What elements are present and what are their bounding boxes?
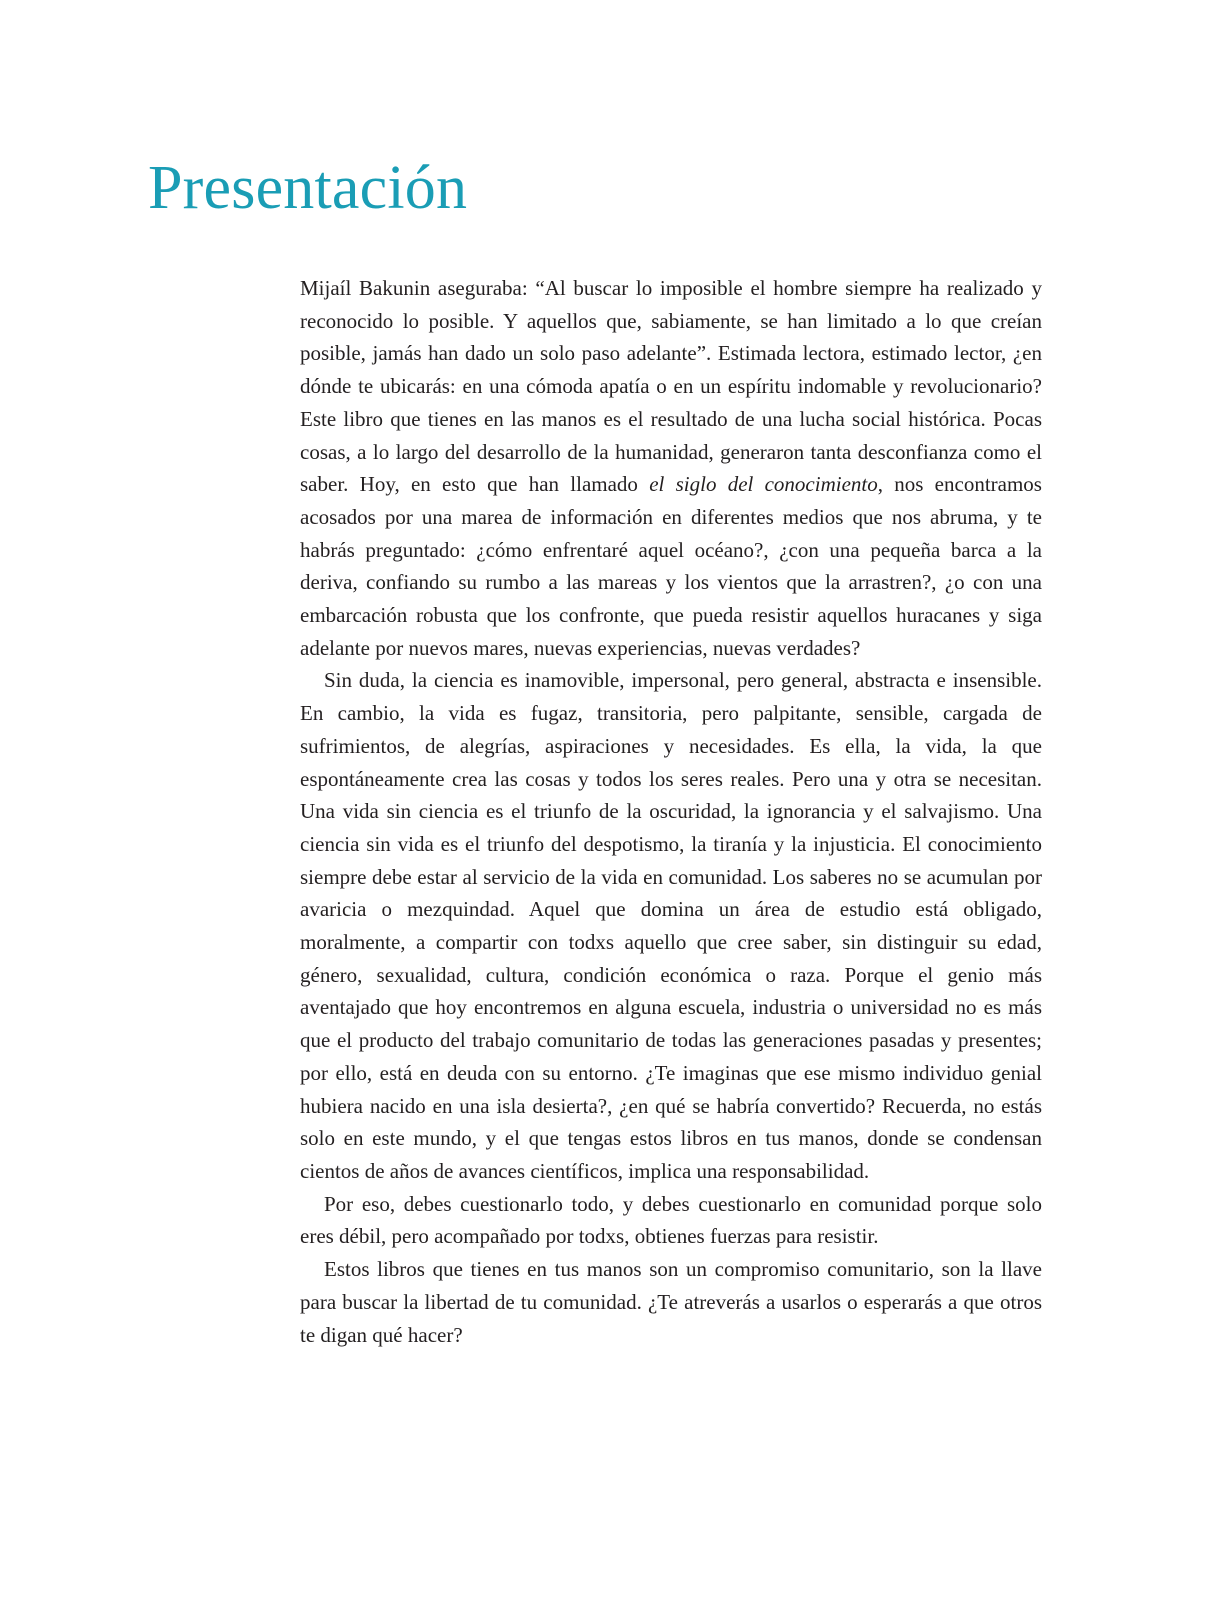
paragraph-1	[300, 272, 1042, 664]
paragraph-1-emphasis: el siglo del conocimiento	[649, 472, 878, 497]
body-text	[300, 272, 1042, 1351]
paragraph-1-text-end: , nos encontramos acosados por una marea de información en diferentes medios que nos abruma, y te habrás preguntado: ¿cómo enfrentaré aquel océano?, ¿con una pequeña barca a la deriva, confiando su rumbo a las mareas y los vientos que la arrastren?, ¿o con una embarcación robusta que los confronte, que pueda resistir aquellos huracanes y siga adelante por nuevos mares, nuevas experiencias, nuevas verdades?	[300, 472, 1042, 660]
paragraph-4: Estos libros que tienes en tus manos son un compromiso comunitario, son la llave para buscar la libertad de tu comunidad. ¿Te atreverás a usarlos o esperarás a que otros te digan qué hacer?	[300, 1257, 1042, 1347]
paragraph-2: Sin duda, la ciencia es inamovible, impersonal, pero general, abstracta e insensible. En cambio, la vida es fugaz, transitoria, pero palpitante, sensible, cargada de sufrimientos, de alegrías, aspiraciones y necesidades. Es ella, la vida, la que espontáneamente crea las cosas y todos los seres reales. Pero una y otra se necesitan. Una vida sin ciencia es el triunfo de la oscuridad, la ignorancia y el salvajismo. Una ciencia sin vida es el triunfo del despotismo, la tiranía y la injusticia. El conocimiento siempre debe estar al servicio de la vida en comunidad. Los saberes no se acumulan por avaricia o mezquindad. Aquel que domina un área de estudio está obligado, moralmente, a compartir con todxs aquello que cree saber, sin distinguir su edad, género, sexualidad, cultura, condición económica o raza. Porque el genio más aventajado que hoy encontremos en alguna escuela, industria o universidad no es más que el producto del trabajo comunitario de todas las generaciones pasadas y presentes; por ello, está en deuda con su entorno. ¿Te imaginas que ese mismo individuo genial hubiera nacido en una isla desierta?, ¿en qué se habría convertido? Recuerda, no estás solo en este mundo, y el que tengas estos libros en tus manos, donde se condensan cientos de años de avances científicos, implica una responsabilidad.	[300, 668, 1042, 1183]
paragraph-1-text-start: Mijaíl Bakunin aseguraba: “Al buscar lo imposible el hombre siempre ha realizado y reconocido lo posible. Y aquellos que, sabiamente, se han limitado a lo que creían posible, jamás han dado un solo paso adelante”. Estimada lectora, estimado lector, ¿en dónde te ubicarás: en una cómoda apatía o en un espíritu indomable y revolucionario? Este libro que tienes en las manos es el resultado de una lucha social histórica. Pocas cosas, a lo largo del desarrollo de la humanidad, generaron tanta desconfianza como el saber. Hoy, en esto que han llamado	[300, 276, 1042, 497]
page-title: Presentación	[148, 154, 468, 222]
paragraph-3: Por eso, debes cuestionarlo todo, y debes cuestionarlo en comunidad porque solo eres débil, pero acompañado por todxs, obtienes fuerzas para resistir.	[300, 1191, 1042, 1249]
